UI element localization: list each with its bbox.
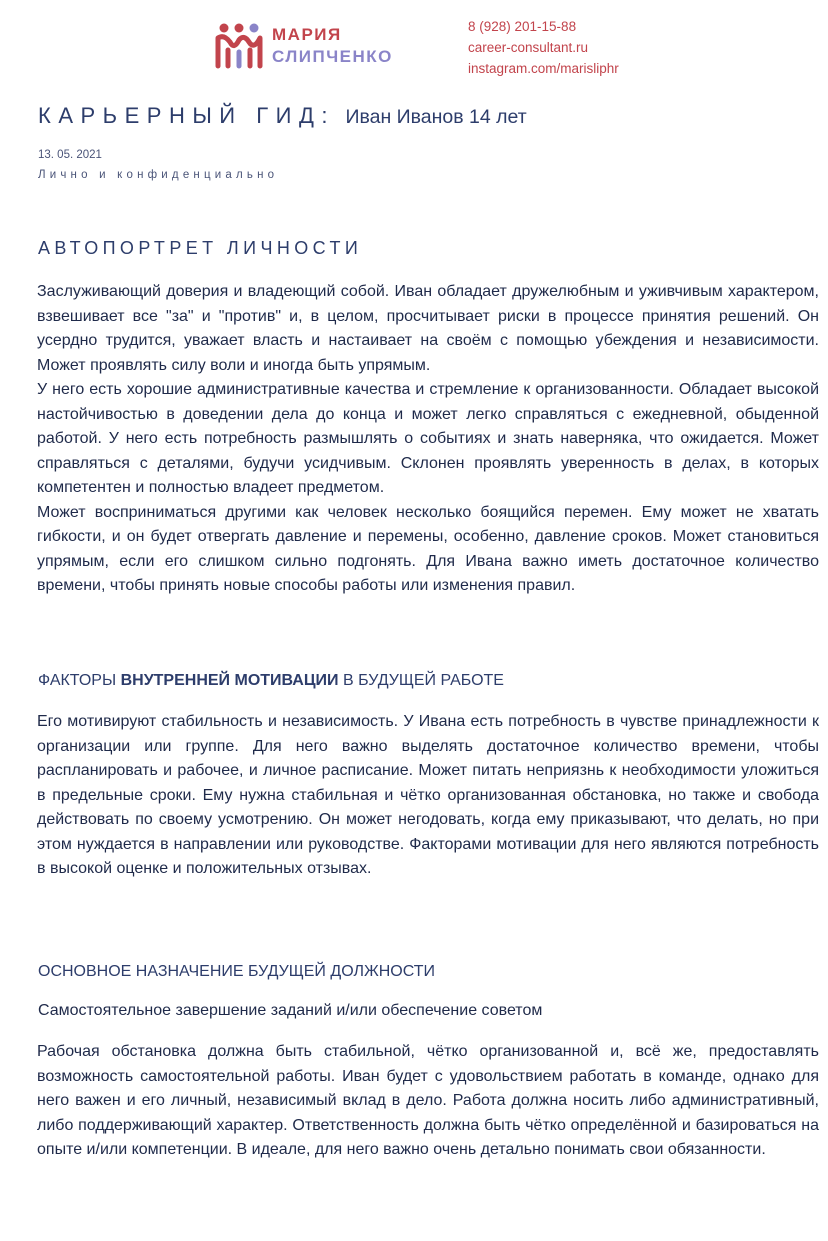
logo-first-name: МАРИЯ [272,25,342,44]
section-title-position: ОСНОВНОЕ НАЗНАЧЕНИЕ БУДУЩЕЙ ДОЛЖНОСТИ [38,963,436,980]
contacts-block [468,16,619,79]
title-label: КАРЬЕРНЫЙ ГИД: [38,103,335,128]
logo-text [272,24,393,68]
contact-phone[interactable]: 8 (928) 201-15-88 [468,19,577,34]
document-date: 13. 05. 2021 [38,149,102,161]
logo-last-name: СЛИПЧЕНКО [272,47,393,66]
motivation-title-prefix: ФАКТОРЫ [38,672,121,689]
motivation-title-bold: ВНУТРЕННЕЙ МОТИВАЦИИ [120,672,339,689]
portrait-paragraph-1: Заслуживающий доверия и владеющий собой. Иван обладает дружелюбным и уживчивым характером, взвешивает все "за" и "против" и, в целом, просчитывает риски в процессе принятия решений. Он усердно трудится, уважает власть и настаивает на своём с помощью убеждения и независимости. Может проявлять силу воли и иногда быть упрямым. [37,283,819,374]
document-title [38,103,527,129]
logo-figures-icon [214,22,264,70]
position-text [37,1040,819,1163]
section-title-portrait: АВТОПОРТРЕТ ЛИЧНОСТИ [38,238,363,258]
brand-logo [214,22,393,70]
title-person: Иван Иванов 14 лет [345,106,527,128]
confidential-note: Лично и конфиденциально [38,169,279,181]
motivation-text [37,710,819,882]
motivation-paragraph-1: Его мотивируют стабильность и независимость. У Ивана есть потребность в чувстве принадлежности к организации или группе. Для него важно выделять достаточное количество времени, чтобы распланировать и рабочее, и личное расписание. Может питать неприязнь к необходимости уложиться в предельные сроки. Ему нужна стабильная и чётко организованная обстановка, но также и свобода действовать по своему усмотрению. Он может негодовать, когда ему приказывают, что делать, но при этом нуждается в направлении или руководстве. Факторами мотивации для него являются потребность в высокой оценке и положительных отзывах. [37,713,819,877]
portrait-text [37,280,819,599]
contact-site[interactable]: career-consultant.ru [468,40,589,55]
section-title-motivation [38,672,504,690]
motivation-title-suffix: В БУДУЩЕЙ РАБОТЕ [338,672,504,689]
portrait-paragraph-2: У него есть хорошие административные качества и стремление к организованности. Обладает высокой настойчивостью в доведении дела до конца и может легко справляться с ежедневной, обыденной работой. У него есть потребность размышлять о событиях и знать наверняка, что ожидается. Может справляться с деталями, будучи усидчивым. Склонен проявлять уверенность в делах, в которых компетентен и полностью владеет предметом. [37,381,819,496]
position-paragraph-1: Рабочая обстановка должна быть стабильной, чётко организованной и, всё же, предоставлять возможность самостоятельной работы. Иван будет с удовольствием работать в команде, однако для него важен и его личный, независимый вклад в дело. Работа должна носить либо административный, либо поддерживающий характер. Ответственность должна быть чётко определённой и базироваться на опыте и/или компетенции. В идеале, для него важно очень детально понимать свои обязанности. [37,1043,819,1158]
portrait-paragraph-3: Может восприниматься другими как человек несколько боящийся перемен. Ему может не хватать гибкости, и он будет отвергать давление и перемены, особенно, давление сроков. Может становиться упрямым, если его слишком сильно подгонять. Для Ивана важно иметь достаточное количество времени, чтобы принять новые способы работы или изменения правил. [37,503,819,594]
position-subtitle: Самостоятельное завершение заданий и/или обеспечение советом [38,1002,543,1019]
contact-instagram[interactable]: instagram.com/marisliphr [468,61,619,76]
